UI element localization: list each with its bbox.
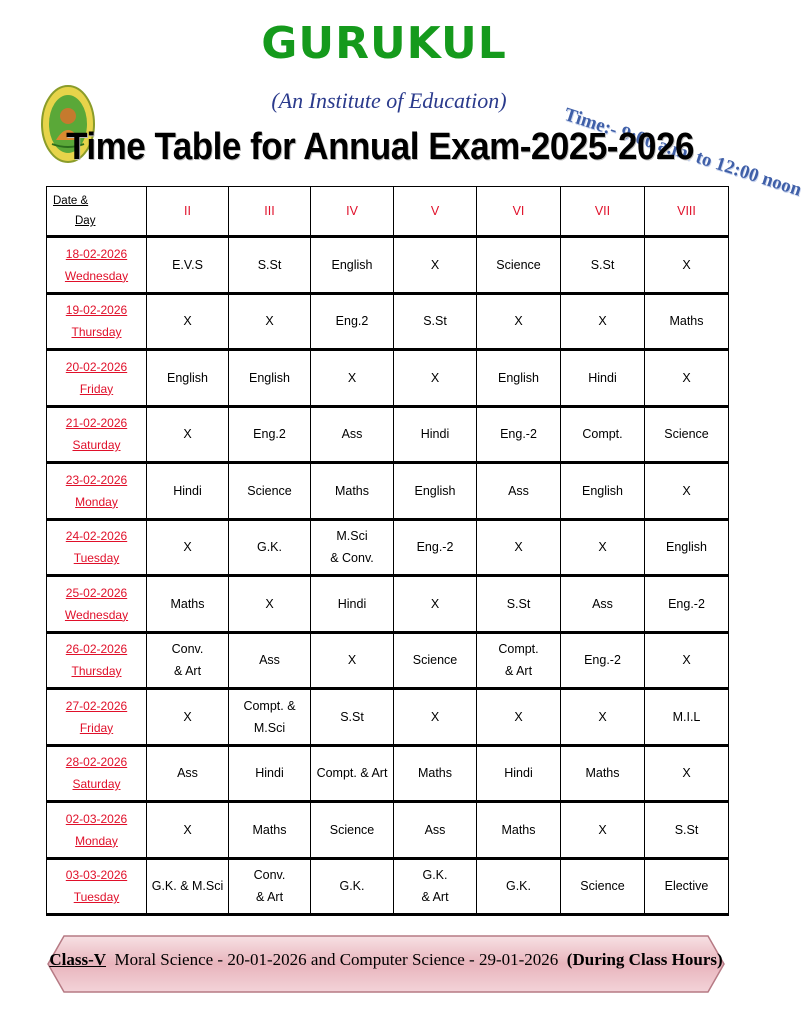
subject-name: Science xyxy=(329,822,375,837)
subject-name: X xyxy=(265,596,274,611)
subject-name: Elective xyxy=(664,879,709,894)
subject-name: X xyxy=(598,709,607,724)
subject-cell xyxy=(311,802,394,859)
subject-name: X xyxy=(514,314,523,329)
exam-day: Monday xyxy=(75,833,118,848)
exam-day: Friday xyxy=(79,381,114,396)
subject-cell xyxy=(645,632,729,689)
subject-cell xyxy=(561,463,645,520)
subject-name: Maths xyxy=(170,596,205,611)
subject-name: X xyxy=(682,653,691,668)
subject-name: & Art xyxy=(504,664,533,679)
subject-name: X xyxy=(682,370,691,385)
subject-name: X xyxy=(514,540,523,555)
exam-day: Monday xyxy=(75,494,118,509)
subject-name: Maths xyxy=(417,766,453,781)
exam-time-note: Time:- 9:00 a.m. to 12:00 noon xyxy=(561,104,804,201)
subject-name: Conv. xyxy=(253,868,286,883)
subject-cell xyxy=(311,858,394,915)
subject-name: G.K. & M.Sci xyxy=(151,879,224,894)
footer-note xyxy=(46,950,726,970)
subject-cell xyxy=(561,858,645,915)
date-header-label: Date & xyxy=(53,195,89,207)
subject-name: Compt. & Art xyxy=(316,766,388,781)
subject-name: Compt. xyxy=(582,427,623,442)
subject-name: Hindi xyxy=(337,596,367,611)
subject-name: X xyxy=(265,314,274,329)
subject-cell xyxy=(311,406,394,463)
subject-name: X xyxy=(347,653,357,668)
subject-cell xyxy=(311,632,394,689)
subject-name: X xyxy=(430,257,440,272)
subject-name: S.St xyxy=(506,596,531,611)
subject-cell xyxy=(561,350,645,407)
table-row xyxy=(47,350,729,407)
subject-cell xyxy=(645,802,729,859)
subject-name: Science xyxy=(664,427,709,442)
subject-cell xyxy=(147,463,229,520)
class-header: VII xyxy=(561,187,645,237)
table-header-row xyxy=(47,187,729,237)
subject-name: Eng.-2 xyxy=(668,596,705,611)
subject-cell xyxy=(147,406,229,463)
exam-day: Tuesday xyxy=(73,551,120,566)
subject-cell xyxy=(147,350,229,407)
date-cell xyxy=(47,350,147,407)
date-cell xyxy=(47,802,147,859)
subject-cell xyxy=(477,745,561,802)
subject-cell xyxy=(311,237,394,294)
subject-name: E.V.S xyxy=(172,257,203,272)
school-subtitle: (An Institute of Education) xyxy=(271,88,507,113)
date-cell xyxy=(47,576,147,633)
subject-cell xyxy=(311,519,394,576)
subject-name: Hindi xyxy=(420,427,450,442)
exam-day: Wednesday xyxy=(64,268,129,283)
subject-name: S.St xyxy=(340,709,364,724)
subject-cell xyxy=(477,576,561,633)
exam-date: 19-02-2026 xyxy=(65,303,128,318)
subject-name: X xyxy=(430,370,440,385)
exam-date: 18-02-2026 xyxy=(65,246,128,261)
subject-name: M.Sci xyxy=(336,529,368,544)
subject-cell xyxy=(311,293,394,350)
subject-name: G.K. xyxy=(422,868,448,883)
subject-name: X xyxy=(598,314,607,329)
subject-name: S.St xyxy=(674,822,699,837)
subject-cell xyxy=(477,350,561,407)
subject-cell xyxy=(229,858,311,915)
subject-name: G.K. xyxy=(256,540,282,555)
subject-cell xyxy=(147,293,229,350)
subject-name: Maths xyxy=(501,822,536,837)
subject-cell xyxy=(311,463,394,520)
subject-cell xyxy=(477,406,561,463)
subject-name: X xyxy=(347,370,357,385)
subject-cell xyxy=(147,519,229,576)
exam-day: Wednesday xyxy=(64,607,129,622)
subject-name: Science xyxy=(247,483,292,498)
subject-name: Eng.-2 xyxy=(416,540,454,555)
subject-cell xyxy=(561,576,645,633)
exam-day: Saturday xyxy=(72,777,121,792)
day-header-label: Day xyxy=(75,215,96,227)
subject-cell xyxy=(645,576,729,633)
subject-cell xyxy=(477,293,561,350)
subject-cell xyxy=(229,689,311,746)
table-row xyxy=(47,858,729,915)
exam-day: Thursday xyxy=(71,325,122,340)
subject-cell xyxy=(477,237,561,294)
subject-cell xyxy=(229,293,311,350)
date-cell xyxy=(47,745,147,802)
subject-name: Ass xyxy=(508,483,529,498)
date-cell xyxy=(47,293,147,350)
footer-hours-note: (During Class Hours) xyxy=(566,950,723,969)
subject-cell xyxy=(147,745,229,802)
subject-name: Hindi xyxy=(588,370,617,385)
class-header: V xyxy=(394,187,477,237)
class-header: III xyxy=(229,187,311,237)
subject-cell xyxy=(561,689,645,746)
table-row xyxy=(47,519,729,576)
subject-name: Ass xyxy=(424,822,446,837)
exam-date: 02-03-2026 xyxy=(65,811,128,826)
date-cell xyxy=(47,519,147,576)
subject-name: G.K. xyxy=(339,879,365,894)
subject-cell xyxy=(394,689,477,746)
subject-cell xyxy=(394,802,477,859)
subject-name: Maths xyxy=(585,766,620,781)
exam-date: 24-02-2026 xyxy=(65,529,128,544)
subject-name: S.St xyxy=(423,314,447,329)
exam-date: 20-02-2026 xyxy=(65,359,128,374)
subject-cell xyxy=(561,237,645,294)
subject-name: X xyxy=(430,709,440,724)
subject-cell xyxy=(561,406,645,463)
subject-cell xyxy=(394,576,477,633)
date-day-header xyxy=(47,187,147,237)
subject-name: S.St xyxy=(590,257,615,272)
date-cell xyxy=(47,689,147,746)
subject-cell xyxy=(477,463,561,520)
exam-day: Friday xyxy=(79,720,114,735)
subject-cell xyxy=(229,576,311,633)
subject-name: & Art xyxy=(421,890,449,905)
subject-name: X xyxy=(183,822,192,837)
subject-cell xyxy=(229,519,311,576)
subject-name: Eng.-2 xyxy=(500,427,537,442)
exam-date: 27-02-2026 xyxy=(65,698,128,713)
subject-cell xyxy=(645,689,729,746)
subject-cell xyxy=(311,745,394,802)
class-header: IV xyxy=(311,187,394,237)
exam-timetable xyxy=(46,186,729,916)
subject-cell xyxy=(229,802,311,859)
subject-name: X xyxy=(598,822,607,837)
table-body xyxy=(47,237,729,915)
subject-name: Conv. xyxy=(171,642,204,657)
subject-name: X xyxy=(183,709,192,724)
subject-name: X xyxy=(430,596,440,611)
date-cell xyxy=(47,237,147,294)
footer-class-label: Class-V xyxy=(49,950,107,969)
class-header: VI xyxy=(477,187,561,237)
subject-cell xyxy=(229,632,311,689)
subject-name: G.K. xyxy=(505,879,531,894)
subject-name: Science xyxy=(412,653,458,668)
subject-cell xyxy=(645,745,729,802)
subject-cell xyxy=(477,802,561,859)
footer-banner xyxy=(46,934,726,994)
subject-name: English xyxy=(331,257,373,272)
class-header: VIII xyxy=(645,187,729,237)
exam-day: Thursday xyxy=(71,664,122,679)
subject-name: X xyxy=(598,540,607,555)
subject-name: Science xyxy=(580,879,625,894)
date-cell xyxy=(47,463,147,520)
subject-cell xyxy=(229,745,311,802)
subject-cell xyxy=(147,689,229,746)
subject-cell xyxy=(394,519,477,576)
subject-name: Maths xyxy=(334,483,370,498)
subject-cell xyxy=(229,237,311,294)
subject-name: Hindi xyxy=(173,483,202,498)
subject-name: English xyxy=(249,370,290,385)
subject-cell xyxy=(311,689,394,746)
subject-name: Maths xyxy=(252,822,287,837)
subject-name: X xyxy=(682,257,691,272)
subject-name: X xyxy=(682,483,691,498)
exam-date: 28-02-2026 xyxy=(65,755,128,770)
subject-cell xyxy=(561,632,645,689)
table-row xyxy=(47,406,729,463)
subject-cell xyxy=(394,406,477,463)
subject-name: Ass xyxy=(592,596,613,611)
subject-name: X xyxy=(682,766,691,781)
table-row xyxy=(47,745,729,802)
subject-name: English xyxy=(414,483,456,498)
subject-name: Eng.-2 xyxy=(584,653,621,668)
subject-name: Compt. xyxy=(498,642,539,657)
subject-name: X xyxy=(183,540,192,555)
exam-date: 03-03-2026 xyxy=(65,868,128,883)
subject-cell xyxy=(394,293,477,350)
subject-cell xyxy=(645,350,729,407)
table-row xyxy=(47,463,729,520)
subject-name: Eng.2 xyxy=(253,427,286,442)
subject-cell xyxy=(477,858,561,915)
subject-cell xyxy=(561,745,645,802)
subject-cell xyxy=(645,406,729,463)
subject-cell xyxy=(394,858,477,915)
exam-date: 23-02-2026 xyxy=(65,472,128,487)
subject-cell xyxy=(147,576,229,633)
subject-name: English xyxy=(582,483,623,498)
date-cell xyxy=(47,858,147,915)
table-row xyxy=(47,293,729,350)
subject-name: Hindi xyxy=(255,766,284,781)
subject-name: & Art xyxy=(173,664,202,679)
subject-cell xyxy=(147,237,229,294)
table-row xyxy=(47,576,729,633)
footer-schedule: Moral Science - 20-01-2026 and Computer Science - 29-01-2026 xyxy=(114,950,559,969)
subject-cell xyxy=(645,519,729,576)
subject-cell xyxy=(645,858,729,915)
subject-cell xyxy=(394,350,477,407)
table-row xyxy=(47,802,729,859)
subject-name: X xyxy=(183,427,192,442)
page-heading: Time Table for Annual Exam-2025-2026 xyxy=(66,126,694,168)
subject-name: M.I.L xyxy=(672,709,701,724)
subject-name: Maths xyxy=(669,314,704,329)
exam-day: Saturday xyxy=(72,438,121,453)
subject-cell xyxy=(229,406,311,463)
subject-cell xyxy=(645,237,729,294)
subject-cell xyxy=(147,858,229,915)
subject-name: & Art xyxy=(255,890,284,905)
subject-cell xyxy=(229,463,311,520)
subject-cell xyxy=(311,350,394,407)
subject-cell xyxy=(229,350,311,407)
subject-name: Ass xyxy=(341,427,363,442)
subject-name: Hindi xyxy=(504,766,533,781)
subject-cell xyxy=(645,463,729,520)
exam-date: 21-02-2026 xyxy=(65,416,128,431)
table-row xyxy=(47,237,729,294)
table-row xyxy=(47,632,729,689)
subject-cell xyxy=(561,802,645,859)
subject-cell xyxy=(147,632,229,689)
exam-date: 26-02-2026 xyxy=(65,642,128,657)
subject-name: S.St xyxy=(257,257,282,272)
subject-name: Eng.2 xyxy=(335,314,369,329)
subject-name: Ass xyxy=(259,653,280,668)
table-row xyxy=(47,689,729,746)
exam-date: 25-02-2026 xyxy=(65,585,128,600)
subject-name: English xyxy=(498,370,539,385)
subject-cell xyxy=(311,576,394,633)
subject-cell xyxy=(477,689,561,746)
subject-name: English xyxy=(167,370,208,385)
subject-name: X xyxy=(183,314,192,329)
subject-cell xyxy=(394,745,477,802)
subject-cell xyxy=(394,237,477,294)
subject-name: Science xyxy=(496,257,541,272)
subject-cell xyxy=(477,632,561,689)
subject-cell xyxy=(561,293,645,350)
class-header: II xyxy=(147,187,229,237)
subject-name: & Conv. xyxy=(330,551,374,566)
subject-name: X xyxy=(514,709,523,724)
subject-cell xyxy=(394,632,477,689)
subject-name: Ass xyxy=(177,766,198,781)
subject-name: Compt. & M.Sci xyxy=(243,698,296,735)
school-title: GURUKUL xyxy=(261,18,507,69)
exam-day: Tuesday xyxy=(73,890,120,905)
date-cell xyxy=(47,406,147,463)
subject-name: English xyxy=(666,540,707,555)
date-cell xyxy=(47,632,147,689)
subject-cell xyxy=(147,802,229,859)
subject-cell xyxy=(561,519,645,576)
subject-cell xyxy=(394,463,477,520)
subject-cell xyxy=(645,293,729,350)
subject-cell xyxy=(477,519,561,576)
